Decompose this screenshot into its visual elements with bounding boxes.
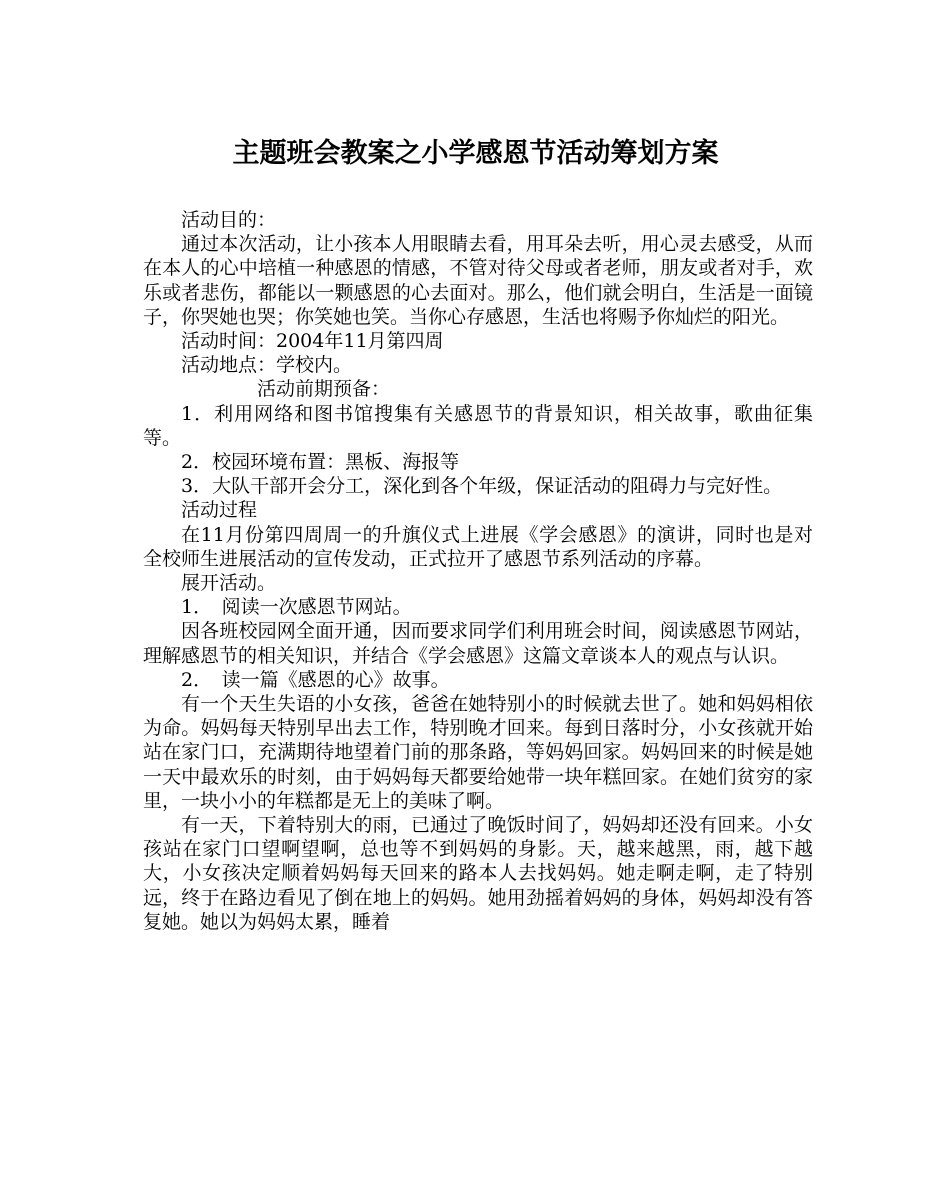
paragraph-preparation-1: 1．利用网络和图书馆搜集有关感恩节的背景知识，相关故事，歌曲征集等。 — [143, 402, 813, 449]
paragraph-purpose-heading: 活动目的： — [181, 209, 277, 231]
paragraph-story-1: 有一个天生失语的小女孩，爸爸在她特别小的时候就去世了。她和妈妈相依为命。妈妈每天特别早出去工作，特别晚才回来。每到日落时分，小女孩就开始站在家门口，充满期待地望着门前的那条路，等妈妈回家。妈妈回来的时候是她一天中最欢乐的时刻，由于妈妈每天都要给她带一块年糕回家。在她们贫穷的家里，一块小小的年糕都是无上的美味了啊。 — [143, 693, 813, 812]
paragraph-process-text: 在11月份第四周周一的升旗仪式上进展《学会感恩》的演讲，同时也是对全校师生进展活动的宣传发动，正式拉开了感恩节系列活动的序幕。 — [143, 523, 813, 570]
paragraph-story-2: 有一天，下着特别大的雨，已通过了晚饭时间了，妈妈却还没有回来。小女孩站在家门口望啊望啊，总也等不到妈妈的身影。天，越来越黑，雨，越下越大，小女孩决定顺着妈妈每天回来的路本人去找妈妈。她走啊走啊，走了特别远，终于在路边看见了倒在地上的妈妈。她用劲摇着妈妈的身体，妈妈却没有答复她。她以为妈妈太累，睡着 — [143, 814, 813, 933]
document-body — [143, 208, 813, 934]
paragraph-activity-1-heading: 1． 阅读一次感恩节网站。 — [181, 596, 412, 619]
paragraph-time: 活动时间：2004年11月第四周 — [181, 330, 444, 353]
paragraph-preparation-3: 3．大队干部开会分工，深化到各个年级，保证活动的阻碍力与完好性。 — [181, 475, 783, 498]
document-title: 主题班会教案之小学感恩节活动筹划方案 — [232, 138, 719, 169]
paragraph-activity-1-text: 因各班校园网全面开通，因而要求同学们利用班会时间，阅读感恩节网站，理解感恩节的相关知识，并结合《学会感恩》这篇文章谈本人的观点与认识。 — [143, 620, 813, 667]
paragraph-preparation-heading: 活动前期预备： — [257, 378, 391, 401]
paragraph-preparation-2: 2．校园环境布置：黑板、海报等 — [181, 451, 460, 474]
paragraph-activities-heading: 展开活动。 — [181, 572, 277, 595]
paragraph-location: 活动地点：学校内。 — [181, 354, 353, 377]
paragraph-process-heading: 活动过程 — [181, 499, 258, 522]
paragraph-activity-2-heading: 2． 读一篇《感恩的心》故事。 — [181, 668, 450, 691]
paragraph-purpose-text: 通过本次活动，让小孩本人用眼睛去看，用耳朵去听，用心灵去感受，从而在本人的心中培植一种感恩的情感，不管对待父母或者老师，朋友或者对手，欢乐或者悲伤，都能以一颗感恩的心去面对。那么，他们就会明白，生活是一面镜子，你哭她也哭；你笑她也笑。当你心存感恩，生活也将赐予你灿烂的阳光。 — [143, 233, 813, 328]
